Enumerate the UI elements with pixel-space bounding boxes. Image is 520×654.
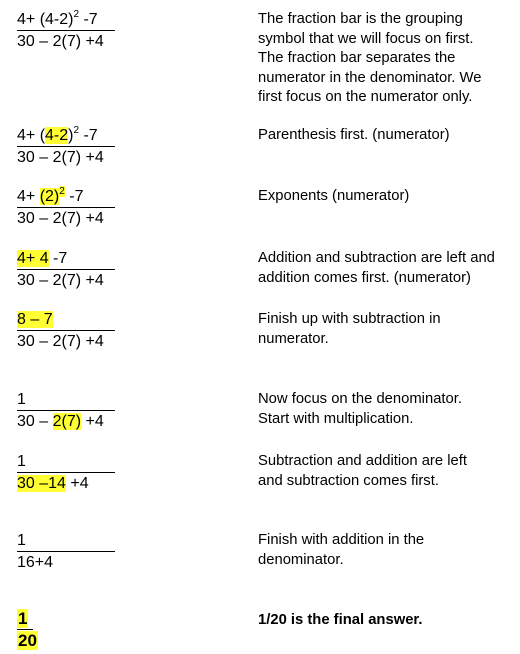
expression-segment: 4+ (4-2)	[17, 11, 74, 28]
expression-segment: (2)	[39, 188, 60, 205]
denominator	[17, 553, 117, 572]
expression-segment: 4+ (	[17, 127, 46, 144]
expression-segment: 4-2	[45, 127, 69, 144]
expression-segment: -7	[48, 250, 68, 267]
expression-segment: 30 – 2(7) +4	[17, 333, 104, 350]
explanation-line: Finish up with subtraction in	[258, 311, 441, 327]
expression-segment: 30 – 2(7) +4	[17, 33, 104, 50]
expression-segment: -7	[79, 11, 98, 28]
explanation-line: numerator in the denominator. We	[258, 69, 482, 86]
explanation	[258, 390, 520, 429]
explanation-line: numerator.	[258, 330, 329, 347]
denominator	[17, 412, 117, 431]
expression-segment: )	[68, 127, 74, 144]
explanation-line: addition comes first. (numerator)	[258, 269, 471, 286]
expression-segment: 4+	[17, 188, 40, 205]
numerator	[17, 390, 117, 409]
denominator	[17, 474, 117, 493]
denominator	[17, 332, 117, 351]
numerator	[17, 609, 117, 628]
expression-segment: 20	[18, 631, 37, 650]
explanation-line: and subtraction comes first.	[258, 472, 439, 489]
explanation-line: Subtraction and addition are left	[258, 453, 467, 469]
numerator	[17, 126, 117, 145]
expression-segment: 30 – 2(7) +4	[17, 149, 104, 166]
numerator	[17, 10, 117, 29]
explanation-line: The fraction bar is the grouping	[258, 11, 463, 27]
expression-segment: 1	[17, 532, 26, 549]
expression-segment: 8 – 7	[17, 311, 53, 328]
fraction-bar	[17, 410, 115, 411]
fraction-bar	[17, 269, 115, 270]
denominator	[17, 271, 117, 290]
numerator	[17, 310, 117, 329]
expression-segment: 30 – 2(7) +4	[17, 210, 104, 227]
exponent: 2	[73, 8, 80, 20]
fraction-bar	[17, 207, 115, 208]
expression-segment: +4	[65, 475, 89, 492]
exponent: 2	[73, 124, 80, 136]
expression-segment: 1	[17, 391, 26, 408]
expression-segment: +4	[81, 413, 104, 430]
fraction	[17, 531, 117, 572]
numerator	[17, 452, 117, 471]
denominator	[17, 32, 117, 51]
fraction	[17, 452, 117, 493]
expression-segment: 4+ 4	[17, 250, 49, 267]
explanation-line: The fraction bar separates the	[258, 50, 456, 66]
fraction	[17, 390, 117, 431]
expression-segment: 30 –14	[17, 475, 66, 492]
fraction-bar	[17, 146, 115, 147]
fraction	[17, 609, 117, 650]
numerator	[17, 249, 117, 268]
explanation-line: Start with multiplication.	[258, 410, 414, 427]
explanation-line: Addition and subtraction are left and	[258, 250, 495, 266]
expression-segment: -7	[79, 127, 98, 144]
explanation	[258, 10, 520, 108]
exponent: 2	[59, 185, 65, 197]
numerator	[17, 187, 117, 206]
expression-segment: 16+4	[17, 554, 54, 571]
fraction	[17, 10, 117, 51]
expression-segment: 1	[17, 453, 26, 470]
expression-segment: -7	[64, 188, 84, 205]
expression-segment: 30 – 2(7) +4	[17, 272, 104, 289]
explanation	[258, 126, 520, 146]
fraction	[17, 126, 117, 167]
numerator	[17, 531, 117, 550]
explanation	[258, 611, 520, 631]
explanation-line: Exponents (numerator)	[258, 188, 410, 204]
fraction-bar	[17, 551, 115, 552]
explanation	[258, 452, 520, 491]
explanation-line: 1/20 is the final answer.	[258, 612, 423, 628]
denominator	[17, 148, 117, 167]
fraction	[17, 249, 117, 290]
fraction-bar	[17, 472, 115, 473]
explanation-line: denominator.	[258, 551, 344, 568]
explanation-line: Parenthesis first. (numerator)	[258, 127, 450, 143]
fraction	[17, 187, 117, 228]
explanation-line: Now focus on the denominator.	[258, 391, 462, 407]
fraction	[17, 310, 117, 351]
expression-segment: 1	[18, 609, 28, 628]
explanation-line: symbol that we will focus on first.	[258, 30, 474, 47]
explanation	[258, 187, 520, 207]
denominator	[17, 209, 117, 228]
fraction-bar	[17, 330, 115, 331]
fraction-bar	[17, 629, 33, 630]
explanation	[258, 249, 520, 288]
explanation	[258, 310, 520, 349]
explanation-line: Finish with addition in the	[258, 532, 425, 548]
denominator	[17, 631, 117, 650]
explanation	[258, 531, 520, 570]
fraction-bar	[17, 30, 115, 31]
expression-segment: 2(7)	[52, 413, 82, 430]
explanation-line: first focus on the numerator only.	[258, 89, 473, 105]
expression-segment: 30 –	[17, 413, 53, 430]
